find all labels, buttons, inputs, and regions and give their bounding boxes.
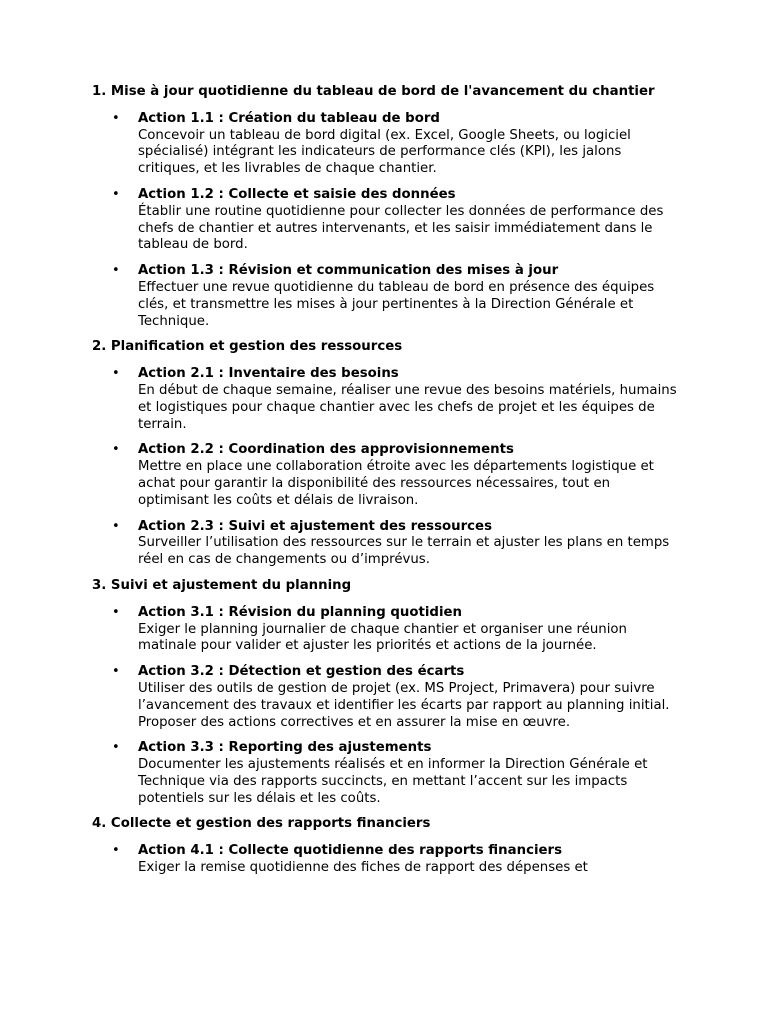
action-title: Action 2.2 : Coordination des approvisionnements <box>138 442 514 458</box>
action-title: Action 1.1 : Création du tableau de bord <box>138 110 440 126</box>
section-2 <box>92 339 678 569</box>
action-description: Exiger le planning journalier de chaque chantier et organiser une réunion matinale pour valider et ajuster les priorités et actions de la journée. <box>138 621 627 654</box>
list-item <box>92 366 678 433</box>
action-title: Action 1.2 : Collecte et saisie des données <box>138 186 456 202</box>
action-title: Action 1.3 : Révision et communication des mises à jour <box>138 263 559 279</box>
list-item <box>92 605 678 655</box>
action-list <box>92 843 678 877</box>
action-title: Action 2.1 : Inventaire des besoins <box>138 366 399 382</box>
bullet-icon: • <box>112 518 120 534</box>
bullet-icon: • <box>112 366 120 382</box>
list-item <box>92 519 678 569</box>
action-description: Mettre en place une collaboration étroite avec les départements logistique et achat pour garantir la disponibilité des ressources nécessaires, tout en optimisant les coûts et délais de livraison. <box>138 459 654 508</box>
list-item <box>92 843 678 877</box>
action-title: Action 3.1 : Révision du planning quotidien <box>138 604 462 620</box>
section-4 <box>92 816 678 876</box>
action-description: Utiliser des outils de gestion de projet (ex. MS Project, Primavera) pour suivre l’avancement des travaux et identifier les écarts par rapport au planning initial. Proposer des actions correctives et en assurer la mise en œuvre. <box>138 680 670 730</box>
bullet-icon: • <box>112 604 120 620</box>
bullet-icon: • <box>112 110 120 126</box>
action-list <box>92 605 678 808</box>
action-description: Exiger la remise quotidienne des fiches de rapport des dépenses et <box>138 860 588 876</box>
action-title: Action 4.1 : Collecte quotidienne des rapports financiers <box>138 843 563 859</box>
section-title: 3. Suivi et ajustement du planning <box>92 577 352 593</box>
action-list <box>92 111 678 331</box>
list-item <box>92 442 678 509</box>
bullet-icon: • <box>112 263 120 279</box>
bullet-icon: • <box>112 664 120 680</box>
list-item <box>92 263 678 330</box>
list-item <box>92 111 678 178</box>
list-item <box>92 664 678 731</box>
action-description: Concevoir un tableau de bord digital (ex. Excel, Google Sheets, ou logiciel spécialisé) intégrant les indicateurs de performance clés (KPI), les jalons critiques, et les livrables de chaque chantier. <box>138 127 631 177</box>
action-description: En début de chaque semaine, réaliser une revue des besoins matériels, humains et logistiques pour chaque chantier avec les chefs de projet et les équipes de terrain. <box>138 382 677 432</box>
list-item <box>92 187 678 254</box>
section-title: 4. Collecte et gestion des rapports financiers <box>92 816 431 832</box>
action-title: Action 3.2 : Détection et gestion des écarts <box>138 664 465 680</box>
action-list <box>92 366 678 569</box>
section-title: 2. Planification et gestion des ressources <box>92 339 403 355</box>
action-description: Effectuer une revue quotidienne du tableau de bord en présence des équipes clés, et transmettre les mises à jour pertinentes à la Direction Générale et Technique. <box>138 279 655 329</box>
section-1 <box>92 84 678 330</box>
bullet-icon: • <box>112 843 120 859</box>
section-3 <box>92 578 678 808</box>
action-description: Surveiller l’utilisation des ressources sur le terrain et ajuster les plans en temps réel en cas de changements ou d’imprévus. <box>138 535 670 568</box>
action-description: Documenter les ajustements réalisés et en informer la Direction Générale et Technique via des rapports succincts, en mettant l’accent sur les impacts potentiels sur les délais et les coûts. <box>138 757 648 806</box>
list-item <box>92 740 678 807</box>
bullet-icon: • <box>112 186 120 202</box>
action-description: Établir une routine quotidienne pour collecter les données de performance des chefs de chantier et autres intervenants, et les saisir immédiatement dans le tableau de bord. <box>138 203 664 253</box>
action-title: Action 2.3 : Suivi et ajustement des ressources <box>138 518 492 534</box>
bullet-icon: • <box>112 442 120 458</box>
action-title: Action 3.3 : Reporting des ajustements <box>138 740 432 756</box>
bullet-icon: • <box>112 740 120 756</box>
section-title: 1. Mise à jour quotidienne du tableau de bord de l'avancement du chantier <box>92 84 655 99</box>
